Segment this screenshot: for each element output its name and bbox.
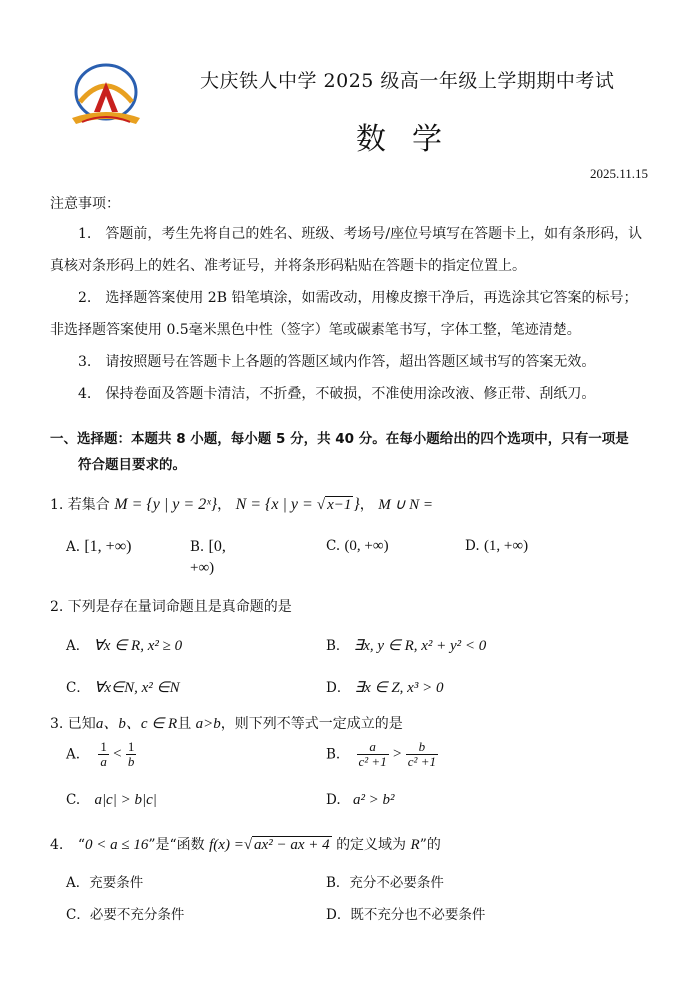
subject-title: 数学 bbox=[356, 122, 468, 157]
q1-option-c-text: (0, +∞) bbox=[344, 538, 389, 554]
q1-option-c bbox=[326, 538, 389, 555]
q1-union: M ∪ N = bbox=[378, 497, 434, 513]
notice-item-3: 3. 请按照题号在答题卡上各题的答题区域内作答，超出答题区域书写的答案无效。 bbox=[78, 354, 596, 370]
q1-option-a-text: [1, +∞) bbox=[84, 538, 132, 555]
q3-option-c-text: a|c| > b|c| bbox=[94, 792, 157, 808]
q1-option-b-text-2: +∞) bbox=[190, 560, 215, 576]
q2-option-d bbox=[326, 676, 443, 697]
q1-option-b bbox=[190, 538, 226, 556]
q3-a-den-1: a bbox=[100, 754, 107, 769]
exam-title: 大庆铁人中学 2025 级高一年级上学期期中考试 bbox=[200, 70, 615, 92]
exam-date: 2025.11.15 bbox=[589, 166, 648, 181]
q3-b-frac-1 bbox=[357, 740, 389, 769]
q3-a-op: < bbox=[113, 746, 122, 762]
q3-stem-cond: a>b bbox=[195, 716, 221, 732]
q4-quote-open: “ bbox=[77, 837, 85, 853]
q1-option-d-label: D. bbox=[465, 538, 480, 554]
q3-a-num-1: 1 bbox=[100, 739, 107, 754]
question-2: 2. 下列是存在量词命题且是真命题的是 bbox=[50, 599, 292, 615]
q4-option-d: D．既不充分也不必要条件 bbox=[326, 907, 486, 923]
q2-option-a bbox=[66, 634, 182, 655]
q3-stem-vars: a、b、c ∈ R bbox=[95, 716, 178, 732]
q3-option-c-label: C. bbox=[66, 792, 81, 808]
q1-set-n-radicand: x−1 bbox=[327, 497, 352, 513]
q3-b-frac-2 bbox=[406, 740, 438, 769]
question-1: 1. 若集合 M = {y | y = 2ˣ}， N = {x | y = √ x−1 }， M ∪ N = bbox=[50, 496, 434, 513]
notice-item-1: 1. 答题前，考生先将自己的姓名、班级、考场号/座位号填写在答题卡上，如有条形码，认真核对条形码上的姓名、准考证号，并将条形码粘贴在答题卡的指定位置上。 bbox=[50, 226, 643, 274]
q2-option-c-label: C． bbox=[66, 680, 90, 696]
notice-heading: 注意事项： bbox=[50, 196, 120, 212]
q1-option-d bbox=[465, 538, 528, 555]
q3-b-op: > bbox=[393, 746, 402, 762]
section-line-1: 一、选择题：本题共 8 小题，每小题 5 分，共 40 分。在每小题给出的四个选项中，只有一项是 bbox=[50, 431, 629, 447]
q3-option-c bbox=[66, 792, 157, 809]
q3-option-a bbox=[66, 740, 136, 769]
q4-tail-r: R bbox=[410, 837, 420, 853]
q4-option-c: C．必要不充分条件 bbox=[66, 907, 185, 923]
q3-option-b-label: B. bbox=[326, 746, 341, 763]
q1-prefix: 1. 若集合 bbox=[50, 497, 110, 513]
q3-a-den-2: b bbox=[127, 754, 135, 769]
q2-option-c bbox=[66, 676, 180, 697]
q2-option-c-text: ∀x∈N, x² ∈N bbox=[94, 680, 180, 696]
q2-option-d-text: ∃x ∈ Z, x³ > 0 bbox=[354, 680, 444, 696]
school-logo bbox=[66, 62, 146, 132]
q4-radicand: ax² − ax + 4 bbox=[254, 837, 330, 853]
question-3 bbox=[50, 712, 403, 733]
q4-tail-b: ”的 bbox=[419, 837, 441, 853]
q2-option-b-text: ∃x, y ∈ R, x² + y² < 0 bbox=[353, 638, 487, 654]
q3-a-num-2: 1 bbox=[127, 739, 135, 754]
q3-stem-c: ，则下列不等式一定成立的是 bbox=[220, 716, 403, 732]
q1-set-n-end: } bbox=[353, 496, 360, 513]
q3-option-d-label: D. bbox=[326, 792, 341, 808]
q2-option-d-label: D． bbox=[326, 680, 351, 696]
q1-option-a bbox=[66, 538, 131, 556]
q4-mid-text: ”是“函数 bbox=[148, 837, 205, 853]
q3-option-a-label: A. bbox=[66, 746, 81, 763]
q3-b-num-1: a bbox=[357, 740, 389, 755]
q3-b-den-2: c² +1 bbox=[407, 754, 436, 769]
q3-option-b bbox=[326, 740, 438, 769]
q2-option-b-label: B． bbox=[326, 638, 350, 654]
q1-option-c-label: C. bbox=[326, 538, 341, 554]
q2-option-a-text: ∀x ∈ R, x² ≥ 0 bbox=[93, 638, 183, 654]
q3-stem-a: 3. 已知 bbox=[50, 716, 96, 732]
q3-stem-b: 且 bbox=[177, 716, 192, 732]
section-line-2: 符合题目要求的。 bbox=[78, 457, 186, 473]
q2-option-b bbox=[326, 634, 486, 655]
notice-item-4: 4. 保持卷面及答题卡清洁，不折叠，不破损，不准使用涂改液、修正带、刮纸刀。 bbox=[78, 386, 596, 402]
q4-function: f(x) = bbox=[209, 837, 244, 853]
q1-option-b-label: B. bbox=[190, 539, 205, 555]
q1-set-m: M = {y | y = 2ˣ} bbox=[114, 496, 218, 513]
q1-set-n-label: N = {x | y = bbox=[235, 496, 317, 513]
q3-option-d-text: a² > b² bbox=[352, 792, 395, 808]
q4-condition: 0 < a ≤ 16 bbox=[84, 837, 149, 853]
q3-a-frac-2 bbox=[126, 740, 137, 769]
q3-b-den-1: c² +1 bbox=[358, 754, 387, 769]
q4-tail-a: 的定义域为 bbox=[336, 837, 407, 853]
q3-a-frac-1 bbox=[98, 740, 109, 769]
question-4: 4. “0 < a ≤ 16”是“函数 f(x) =√ ax² − ax + 4 的定义域为 R”的 bbox=[50, 837, 441, 853]
section-heading bbox=[50, 426, 660, 478]
q4-option-a: A．充要条件 bbox=[66, 875, 144, 891]
q2-option-a-label: A． bbox=[66, 638, 90, 654]
notice-item-2: 2. 选择题答案使用 2B 铅笔填涂，如需改动，用橡皮擦干净后，再选涂其它答案的标号；非选择题答案使用 0.5毫米黑色中性（签字）笔或碳素笔书写，字体工整，笔迹清楚。 bbox=[50, 290, 638, 338]
q3-b-num-2: b bbox=[406, 740, 438, 755]
q1-option-a-label: A. bbox=[66, 539, 81, 555]
q3-option-d bbox=[326, 792, 395, 809]
q1-option-b-text-1: [0, bbox=[208, 538, 226, 555]
q4-number: 4. bbox=[50, 837, 64, 853]
q4-option-b: B．充分不必要条件 bbox=[326, 875, 444, 891]
q1-option-d-text: (1, +∞) bbox=[483, 538, 529, 554]
